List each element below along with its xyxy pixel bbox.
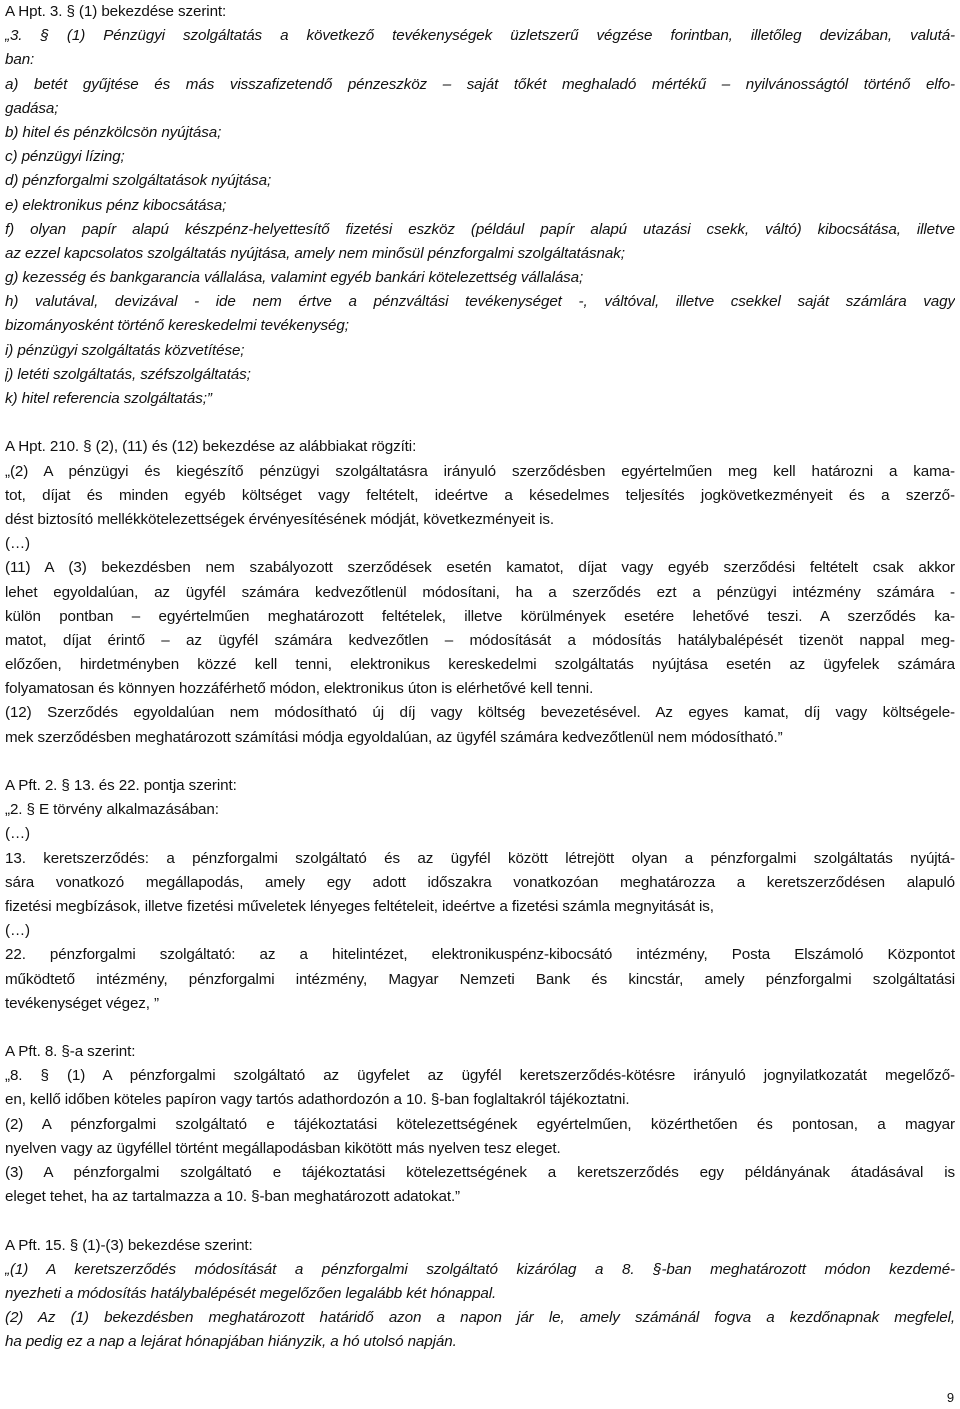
quote-line: a) betét gyűjtése és más visszafizetendő pénzeszköz – saját tőkét meghaladó mértékű – nyilvánosságtól történő elfo- <box>5 75 955 93</box>
quote-line: „(2) A pénzügyi és kiegészítő pénzügyi szolgáltatásra irányuló szerződésben egyértelműen meg kell határozni a kama- <box>5 462 955 480</box>
quote-line: d) pénzforgalmi szolgáltatások nyújtása; <box>5 172 272 190</box>
quote-line: „3. § (1) Pénzügyi szolgáltatás a következő tevékenységek üzletszerű végzése forintban, illetőleg devizában, valutá- <box>5 27 955 45</box>
quote-line: „2. § E törvény alkalmazásában: <box>5 801 219 819</box>
quote-line: dést biztosító mellékkötelezettségek érvényesítésének módját, következményeit is. <box>5 510 555 528</box>
quote-line: (…) <box>5 922 31 940</box>
quote-line: nyelven vagy az ügyféllel történt megállapodásban kikötött más nyelven tesz eleget. <box>5 1139 561 1157</box>
quote-line: gadása; <box>5 99 59 117</box>
paragraph-gap <box>5 1209 955 1233</box>
quote-line: működtető intézmény, pénzforgalmi intézmény, Magyar Nemzeti Bank és kincstár, amely pénzforgalmi szolgáltatási <box>5 970 955 988</box>
paragraph-gap <box>5 411 955 435</box>
quote-line: (12) Szerződés egyoldalúan nem módosítható új díj vagy költség bevezetésével. Az egyes kamat, díj vagy költségele- <box>5 704 955 722</box>
section-heading: A Hpt. 210. § (2), (11) és (12) bekezdése az alábbiakat rögzíti: <box>5 438 417 456</box>
section-heading: A Pft. 8. §-a szerint: <box>5 1043 136 1061</box>
quote-line: (2) A pénzforgalmi szolgáltató e tájékoztatási kötelezettségének egyértelműen, közérthetően és pontosan, a magyar <box>5 1115 955 1133</box>
quote-line: sára vonatkozó megállapodás, amely egy adott időszakra vonatkozóan meghatározza a keretszerződésen alapuló <box>5 873 955 891</box>
quote-line: 22. pénzforgalmi szolgáltató: az a hitelintézet, elektronikuspénz-kibocsátó intézmény, Posta Elszámoló Központot <box>5 946 955 964</box>
quote-line: „(1) A keretszerződés módosítását a pénzforgalmi szolgáltató kizárólag a 8. §-ban meghatározott módon kezdemé- <box>5 1260 955 1278</box>
quote-line: (…) <box>5 535 31 553</box>
quote-line: előzően, hirdetményben közzé kell tenni, elektronikus kereskedelmi szolgáltatás nyújtása esetén az ügyfelek számára <box>5 656 955 674</box>
section-heading: A Hpt. 3. § (1) bekezdése szerint: <box>5 3 227 20</box>
quote-line: k) hitel referencia szolgáltatás;” <box>5 390 212 407</box>
page-number: 9 <box>946 1390 954 1405</box>
quote-line: ban: <box>5 51 35 69</box>
section-heading: A Pft. 2. § 13. és 22. pontja szerint: <box>5 777 237 794</box>
quote-line: (2) Az (1) bekezdésben meghatározott határidő azon a napon jár le, amely számánál fogva a kezdőnapnak megfelel, <box>5 1309 955 1327</box>
quote-line: fizetési megbízások, illetve fizetési műveletek lényeges feltételeit, ideértve a fizetési számla megnyitását is, <box>5 897 714 915</box>
quote-line: mek szerződésben meghatározott számítási módja egyoldalúan, az ügyfél számára kedvezőtlenül nem módosítható.” <box>5 728 783 746</box>
quote-line: f) olyan papír alapú készpénz-helyettesítő fizetési eszköz (például papír alapú utazási csekk, váltó) kibocsátása, illetve <box>5 220 955 238</box>
quote-line: nyezheti a módosítás hatálybalépését megelőzően legalább két hónappal. <box>5 1284 497 1302</box>
quote-line: eleget tehet, ha az tartalmazza a 10. §-ban meghatározott adatokat.” <box>5 1188 461 1206</box>
quote-line: e) elektronikus pénz kibocsátása; <box>5 196 227 214</box>
quote-line: tot, díjat és minden egyéb költséget vagy feltételt, ideértve a késedelmes teljesítés jogkövetkezményeit és a szerző- <box>5 486 955 504</box>
quote-line: en, kellő időben köteles papíron vagy tartós adathordozón a 10. §-ban foglaltakról tájékoztatni. <box>5 1091 630 1109</box>
quote-line: lehet egyoldalúan, az ügyfél számára kedvezőtlenül módosítani, ha a szerződés ezt a pénzügyi intézmény számára - <box>5 583 955 601</box>
quote-line: 13. keretszerződés: a pénzforgalmi szolgáltató és az ügyfél között létrejött olyan a pénzforgalmi szolgáltatás nyújtá- <box>5 849 955 867</box>
paragraph-gap <box>5 750 955 774</box>
quote-line: tevékenységet végez, ” <box>5 994 159 1012</box>
document-page <box>5 0 955 1355</box>
quote-line: j) letéti szolgáltatás, széfszolgáltatás; <box>5 365 251 383</box>
quote-line: g) kezesség és bankgarancia vállalása, valamint egyéb bankári kötelezettség vállalása; <box>5 269 584 287</box>
quote-line: bizományosként történő kereskedelmi tevékenység; <box>5 317 349 335</box>
quote-line: (3) A pénzforgalmi szolgáltató e tájékoztatási kötelezettségének a keretszerződés egy példányának átadásával is <box>5 1164 955 1181</box>
quote-line: az ezzel kapcsolatos szolgáltatás nyújtása, amely nem minősül pénzforgalmi szolgáltatásnak; <box>5 244 625 262</box>
section-heading: A Pft. 15. § (1)-(3) bekezdése szerint: <box>5 1236 253 1254</box>
quote-line: matot, díjat érintő – az ügyfél számára kedvezőtlen – módosítását a módosítás hatálybalépését tizenöt nappal meg- <box>5 631 955 649</box>
quote-line: c) pénzügyi lízing; <box>5 148 125 166</box>
quote-line: i) pénzügyi szolgáltatás közvetítése; <box>5 341 245 359</box>
quote-line: (11) A (3) bekezdésben nem szabályozott szerződések esetén kamatot, díjat vagy egyéb szerződési feltételt csak akkor <box>5 559 955 577</box>
quote-line: h) valutával, devizával - ide nem értve a pénzváltási tevékenységet -, váltóval, illetve csekkel saját számlára vagy <box>5 293 955 311</box>
quote-line: (…) <box>5 825 31 843</box>
quote-line: ha pedig ez a nap a lejárat hónapjában hiányzik, a hó utolsó napján. <box>5 1333 457 1351</box>
quote-line: külön pontban – egyértelműen meghatározott feltételek, illetve körülmények esetére lehetővé teszi. A szerződés ka- <box>5 607 955 625</box>
paragraph-gap <box>5 1016 955 1040</box>
quote-line: b) hitel és pénzkölcsön nyújtása; <box>5 123 222 141</box>
quote-line: „8. § (1) A pénzforgalmi szolgáltató az ügyfelet az ügyfél keretszerződés-kötésre irányuló jognyilatkozatát megelőző- <box>5 1067 955 1085</box>
quote-line: folyamatosan és könnyen hozzáférhető módon, elektronikus úton is elérhetővé kell tenni. <box>5 680 594 698</box>
